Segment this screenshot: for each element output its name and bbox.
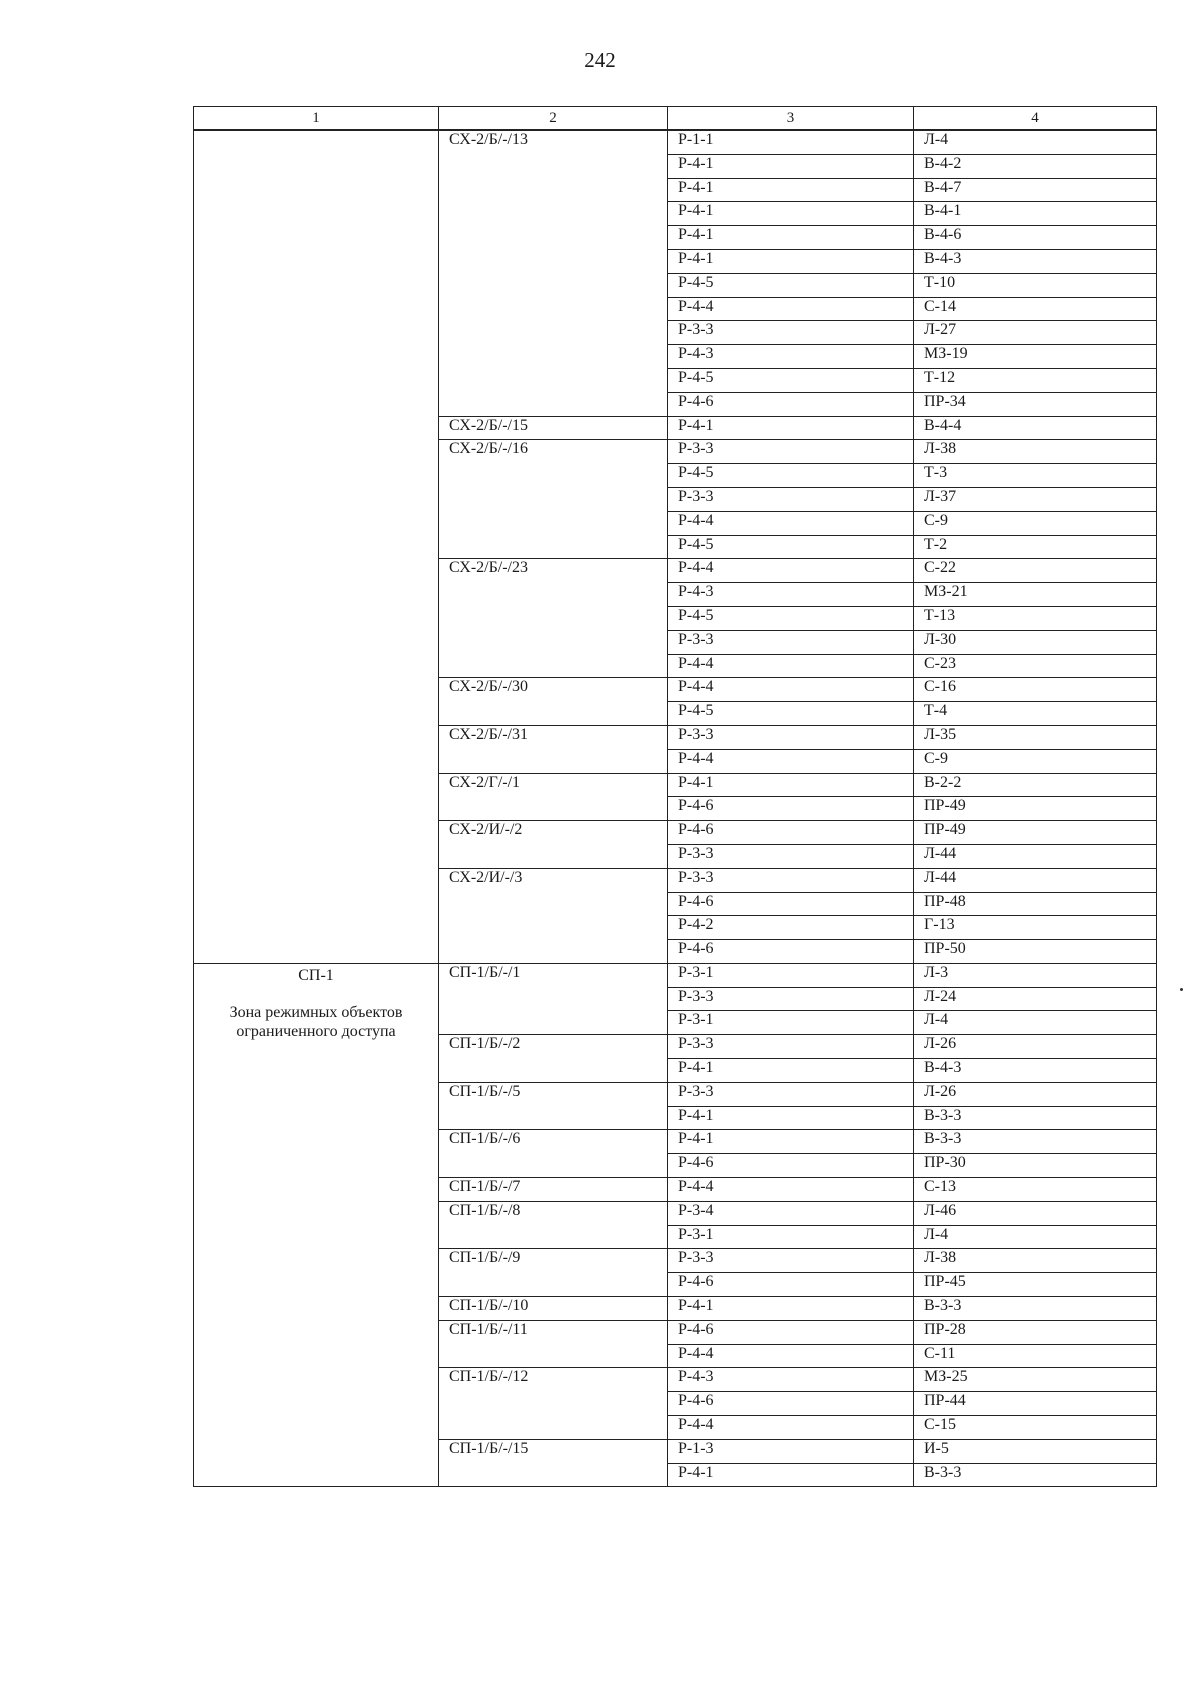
object-code-cell: Л-4: [914, 130, 1157, 154]
zoning-table: [193, 106, 1157, 1487]
regulation-code-cell: Р-4-6: [668, 392, 914, 416]
regulation-code-cell: Р-3-3: [668, 868, 914, 892]
regulation-code-cell: Р-4-6: [668, 1320, 914, 1344]
subzone-code-cell: СХ-2/Б/-/16: [439, 440, 668, 559]
column-header: 1: [194, 107, 439, 131]
subzone-code-cell: СХ-2/Б/-/30: [439, 678, 668, 726]
object-code-cell: МЗ-25: [914, 1368, 1157, 1392]
column-header: 2: [439, 107, 668, 131]
object-code-cell: Л-35: [914, 725, 1157, 749]
object-code-cell: С-23: [914, 654, 1157, 678]
object-code-cell: Л-44: [914, 844, 1157, 868]
regulation-code-cell: Р-3-3: [668, 321, 914, 345]
object-code-cell: Л-46: [914, 1201, 1157, 1225]
object-code-cell: ПР-48: [914, 892, 1157, 916]
object-code-cell: ПР-49: [914, 797, 1157, 821]
object-code-cell: Л-38: [914, 440, 1157, 464]
subzone-code-cell: СХ-2/И/-/2: [439, 821, 668, 869]
column-header: 3: [668, 107, 914, 131]
regulation-code-cell: Р-3-1: [668, 1011, 914, 1035]
regulation-code-cell: Р-3-4: [668, 1201, 914, 1225]
zone-description: Зона режимных объектов ограниченного доступа: [229, 1003, 403, 1040]
zone-cell: [194, 130, 439, 963]
object-code-cell: Л-4: [914, 1011, 1157, 1035]
regulation-code-cell: Р-4-1: [668, 1130, 914, 1154]
regulation-code-cell: Р-4-1: [668, 773, 914, 797]
subzone-code-cell: СП-1/Б/-/9: [439, 1249, 668, 1297]
object-code-cell: Л-26: [914, 1035, 1157, 1059]
regulation-code-cell: Р-3-3: [668, 1249, 914, 1273]
regulation-code-cell: Р-1-1: [668, 130, 914, 154]
regulation-code-cell: Р-4-6: [668, 940, 914, 964]
subzone-code-cell: СП-1/Б/-/8: [439, 1201, 668, 1249]
regulation-code-cell: Р-4-4: [668, 559, 914, 583]
object-code-cell: В-3-3: [914, 1297, 1157, 1321]
regulation-code-cell: Р-4-1: [668, 1059, 914, 1083]
object-code-cell: Т-13: [914, 606, 1157, 630]
object-code-cell: Т-10: [914, 273, 1157, 297]
object-code-cell: В-4-3: [914, 1059, 1157, 1083]
table-body: [194, 130, 1157, 1487]
regulation-code-cell: Р-4-4: [668, 1178, 914, 1202]
object-code-cell: В-4-6: [914, 226, 1157, 250]
regulation-code-cell: Р-4-5: [668, 702, 914, 726]
object-code-cell: Л-30: [914, 630, 1157, 654]
regulation-code-cell: Р-3-3: [668, 630, 914, 654]
object-code-cell: ПР-28: [914, 1320, 1157, 1344]
object-code-cell: В-3-3: [914, 1463, 1157, 1487]
subzone-code-cell: СХ-2/Б/-/23: [439, 559, 668, 678]
table-row: [194, 130, 1157, 154]
object-code-cell: С-15: [914, 1416, 1157, 1440]
object-code-cell: В-4-2: [914, 154, 1157, 178]
object-code-cell: В-4-7: [914, 178, 1157, 202]
object-code-cell: МЗ-21: [914, 583, 1157, 607]
subzone-code-cell: СП-1/Б/-/1: [439, 963, 668, 1034]
regulation-code-cell: Р-4-1: [668, 226, 914, 250]
regulation-code-cell: Р-3-3: [668, 725, 914, 749]
object-code-cell: Л-38: [914, 1249, 1157, 1273]
object-code-cell: С-9: [914, 749, 1157, 773]
object-code-cell: С-13: [914, 1178, 1157, 1202]
object-code-cell: Т-12: [914, 368, 1157, 392]
object-code-cell: С-9: [914, 511, 1157, 535]
regulation-code-cell: Р-4-6: [668, 1154, 914, 1178]
regulation-code-cell: Р-4-5: [668, 535, 914, 559]
object-code-cell: Л-3: [914, 963, 1157, 987]
regulation-code-cell: Р-4-3: [668, 1368, 914, 1392]
regulation-code-cell: Р-4-1: [668, 1106, 914, 1130]
regulation-code-cell: Р-4-4: [668, 654, 914, 678]
subzone-code-cell: СП-1/Б/-/2: [439, 1035, 668, 1083]
object-code-cell: С-14: [914, 297, 1157, 321]
subzone-code-cell: СП-1/Б/-/5: [439, 1082, 668, 1130]
object-code-cell: И-5: [914, 1439, 1157, 1463]
regulation-code-cell: Р-4-3: [668, 345, 914, 369]
object-code-cell: Л-4: [914, 1225, 1157, 1249]
regulation-code-cell: Р-4-4: [668, 297, 914, 321]
object-code-cell: Л-27: [914, 321, 1157, 345]
regulation-code-cell: Р-4-6: [668, 797, 914, 821]
regulation-code-cell: Р-3-3: [668, 440, 914, 464]
subzone-code-cell: СХ-2/Б/-/13: [439, 130, 668, 416]
regulation-code-cell: Р-4-4: [668, 1416, 914, 1440]
regulation-code-cell: Р-4-1: [668, 416, 914, 440]
regulation-code-cell: Р-4-1: [668, 1463, 914, 1487]
regulation-code-cell: Р-4-5: [668, 273, 914, 297]
regulation-code-cell: Р-4-2: [668, 916, 914, 940]
regulation-code-cell: Р-4-6: [668, 1273, 914, 1297]
subzone-code-cell: СП-1/Б/-/6: [439, 1130, 668, 1178]
object-code-cell: ПР-45: [914, 1273, 1157, 1297]
regulation-code-cell: Р-1-3: [668, 1439, 914, 1463]
object-code-cell: Т-3: [914, 464, 1157, 488]
object-code-cell: ПР-34: [914, 392, 1157, 416]
regulation-code-cell: Р-4-4: [668, 511, 914, 535]
subzone-code-cell: СП-1/Б/-/15: [439, 1439, 668, 1487]
object-code-cell: С-22: [914, 559, 1157, 583]
object-code-cell: ПР-30: [914, 1154, 1157, 1178]
object-code-cell: Т-2: [914, 535, 1157, 559]
object-code-cell: МЗ-19: [914, 345, 1157, 369]
subzone-code-cell: СХ-2/Б/-/15: [439, 416, 668, 440]
object-code-cell: Л-26: [914, 1082, 1157, 1106]
regulation-code-cell: Р-4-1: [668, 249, 914, 273]
regulation-code-cell: Р-4-5: [668, 464, 914, 488]
regulation-code-cell: Р-4-5: [668, 606, 914, 630]
object-code-cell: В-4-4: [914, 416, 1157, 440]
column-header: 4: [914, 107, 1157, 131]
object-code-cell: В-4-3: [914, 249, 1157, 273]
regulation-code-cell: Р-4-5: [668, 368, 914, 392]
regulation-code-cell: Р-3-3: [668, 987, 914, 1011]
regulation-code-cell: Р-3-3: [668, 1082, 914, 1106]
regulation-code-cell: Р-4-4: [668, 1344, 914, 1368]
regulation-code-cell: Р-4-4: [668, 749, 914, 773]
subzone-code-cell: СХ-2/Б/-/31: [439, 725, 668, 773]
object-code-cell: Т-4: [914, 702, 1157, 726]
regulation-code-cell: Р-4-1: [668, 202, 914, 226]
stray-mark: [1180, 988, 1183, 991]
subzone-code-cell: СП-1/Б/-/10: [439, 1297, 668, 1321]
regulation-code-cell: Р-3-3: [668, 487, 914, 511]
table-row: [194, 963, 1157, 987]
object-code-cell: Л-24: [914, 987, 1157, 1011]
object-code-cell: В-3-3: [914, 1106, 1157, 1130]
object-code-cell: ПР-44: [914, 1392, 1157, 1416]
regulation-code-cell: Р-4-3: [668, 583, 914, 607]
regulation-code-cell: Р-4-6: [668, 1392, 914, 1416]
regulation-code-cell: Р-4-6: [668, 821, 914, 845]
regulation-code-cell: Р-4-1: [668, 1297, 914, 1321]
subzone-code-cell: СП-1/Б/-/7: [439, 1178, 668, 1202]
object-code-cell: Л-44: [914, 868, 1157, 892]
page-number: 242: [584, 48, 616, 72]
object-code-cell: Г-13: [914, 916, 1157, 940]
object-code-cell: В-2-2: [914, 773, 1157, 797]
subzone-code-cell: СХ-2/Г/-/1: [439, 773, 668, 821]
subzone-code-cell: СП-1/Б/-/11: [439, 1320, 668, 1368]
regulation-code-cell: Р-3-1: [668, 1225, 914, 1249]
regulation-code-cell: Р-4-1: [668, 154, 914, 178]
object-code-cell: ПР-49: [914, 821, 1157, 845]
zone-code: СП-1: [298, 966, 334, 984]
object-code-cell: С-16: [914, 678, 1157, 702]
subzone-code-cell: СХ-2/И/-/3: [439, 868, 668, 963]
regulation-code-cell: Р-3-3: [668, 1035, 914, 1059]
regulation-code-cell: Р-3-3: [668, 844, 914, 868]
regulation-code-cell: Р-3-1: [668, 963, 914, 987]
header-row: [194, 107, 1157, 131]
regulation-code-cell: Р-4-4: [668, 678, 914, 702]
object-code-cell: Л-37: [914, 487, 1157, 511]
object-code-cell: В-4-1: [914, 202, 1157, 226]
regulation-code-cell: Р-4-6: [668, 892, 914, 916]
object-code-cell: С-11: [914, 1344, 1157, 1368]
zone-cell: [194, 963, 439, 1487]
regulation-code-cell: Р-4-1: [668, 178, 914, 202]
object-code-cell: ПР-50: [914, 940, 1157, 964]
subzone-code-cell: СП-1/Б/-/12: [439, 1368, 668, 1439]
object-code-cell: В-3-3: [914, 1130, 1157, 1154]
